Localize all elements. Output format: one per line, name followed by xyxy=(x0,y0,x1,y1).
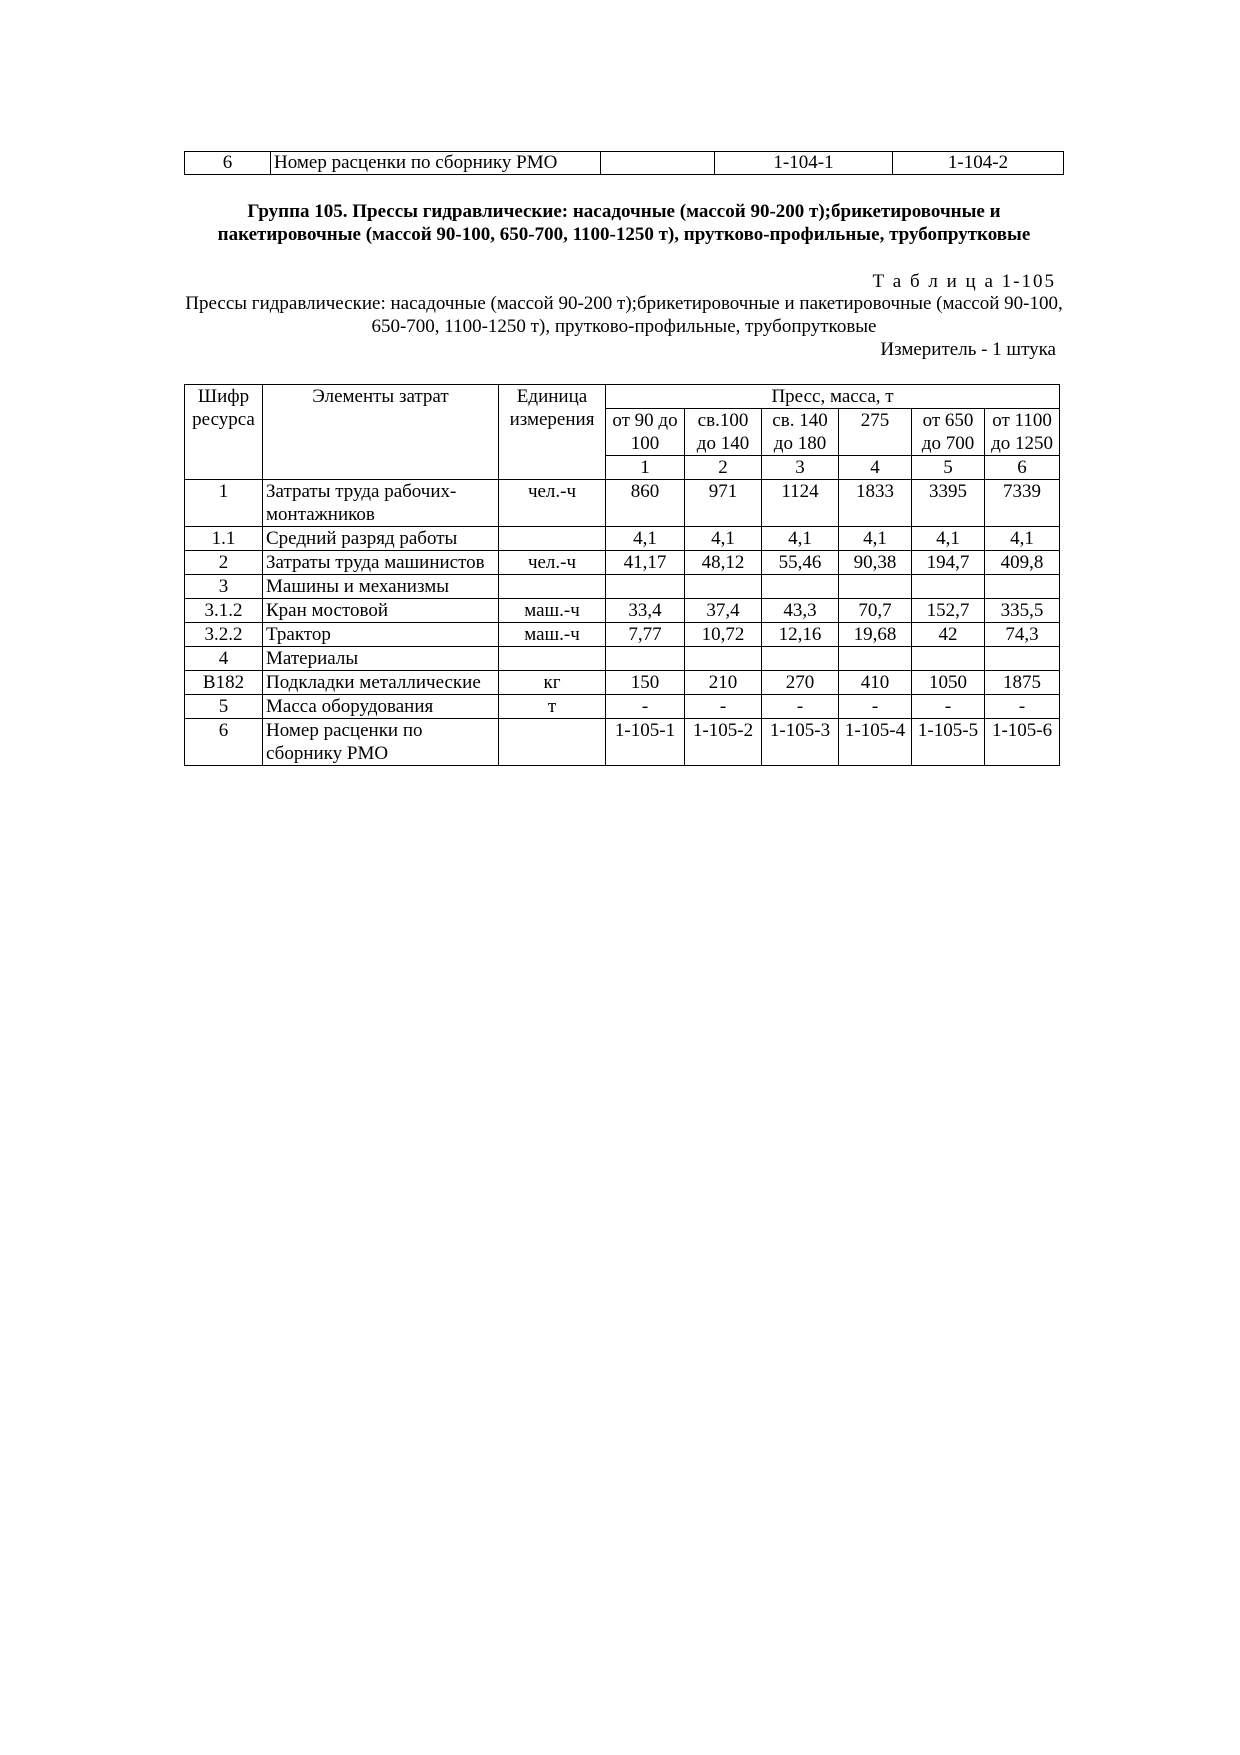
cell-element: Материалы xyxy=(263,647,499,671)
table-label: Т а б л и ц а 1-105 xyxy=(872,271,1056,292)
cell-element: Подкладки металлические xyxy=(263,671,499,695)
cell-value: 43,3 xyxy=(762,599,839,623)
column-number: 4 xyxy=(839,456,912,480)
cell-element: Трактор xyxy=(263,623,499,647)
measure-unit: Измеритель - 1 штука xyxy=(880,339,1056,360)
cell-unit: т xyxy=(499,695,606,719)
cell-value xyxy=(839,575,912,599)
cell-value: - xyxy=(762,695,839,719)
cost-table xyxy=(184,384,1060,766)
table-row xyxy=(185,647,1060,671)
cell-unit xyxy=(499,647,606,671)
cell-value xyxy=(985,575,1060,599)
cell-value: 1-105-1 xyxy=(606,719,685,766)
subheader-cell: св.100 до 140 xyxy=(685,409,762,456)
cell-value: 152,7 xyxy=(912,599,985,623)
cell-value: 1875 xyxy=(985,671,1060,695)
cell-value: 1050 xyxy=(912,671,985,695)
cell-code: 6 xyxy=(185,152,271,175)
cell-code: 1 xyxy=(185,480,263,527)
cell-element: Номер расценки по сборнику РМО xyxy=(271,152,601,175)
cell-code: 5 xyxy=(185,695,263,719)
group-title: Группа 105. Прессы гидравлические: насадочные (массой 90-200 т);брикетировочные и пакетировочные (массой 90-100, 650-700, 1100-1250 т), прутково-профильные, трубопрутковые xyxy=(217,201,1031,245)
cell-value: 41,17 xyxy=(606,551,685,575)
cell-value: 1-105-5 xyxy=(912,719,985,766)
cell-value: 270 xyxy=(762,671,839,695)
column-number: 6 xyxy=(985,456,1060,480)
cell-value: 70,7 xyxy=(839,599,912,623)
cell-value: 37,4 xyxy=(685,599,762,623)
cell-value: 12,16 xyxy=(762,623,839,647)
cell-value: 210 xyxy=(685,671,762,695)
cell-value: 7,77 xyxy=(606,623,685,647)
cell-value: - xyxy=(606,695,685,719)
cell-element: Масса оборудования xyxy=(263,695,499,719)
subheader-cell: от 650 до 700 xyxy=(912,409,985,456)
cell-code: 4 xyxy=(185,647,263,671)
previous-table-fragment xyxy=(184,151,1064,175)
cell-value: 90,38 xyxy=(839,551,912,575)
cell-value: 1124 xyxy=(762,480,839,527)
table-body xyxy=(185,480,1060,766)
cell-value: 971 xyxy=(685,480,762,527)
header-code: Шифр ресурса xyxy=(185,385,263,480)
cell-unit: маш.-ч xyxy=(499,623,606,647)
subheader-cell: 275 xyxy=(839,409,912,456)
cell-value: 1-105-4 xyxy=(839,719,912,766)
cell-value xyxy=(685,647,762,671)
cell-unit: чел.-ч xyxy=(499,480,606,527)
table-row xyxy=(185,623,1060,647)
cell-value: 4,1 xyxy=(606,527,685,551)
cell-value: 10,72 xyxy=(685,623,762,647)
column-number: 1 xyxy=(606,456,685,480)
cell-value: 4,1 xyxy=(839,527,912,551)
subheader-cell: св. 140 до 180 xyxy=(762,409,839,456)
cell-value: - xyxy=(912,695,985,719)
cell-value: 42 xyxy=(912,623,985,647)
header-unit: Единица измерения xyxy=(499,385,606,480)
cell-value: 1-105-6 xyxy=(985,719,1060,766)
cell-unit xyxy=(499,575,606,599)
header-group: Пресс, масса, т xyxy=(606,385,1060,409)
cell-value: 55,46 xyxy=(762,551,839,575)
cell-value: 1-104-2 xyxy=(893,152,1064,175)
cell-value: 1-105-2 xyxy=(685,719,762,766)
cell-value: 4,1 xyxy=(985,527,1060,551)
cell-code: 1.1 xyxy=(185,527,263,551)
cell-unit: чел.-ч xyxy=(499,551,606,575)
cell-value: 4,1 xyxy=(912,527,985,551)
cell-value: 4,1 xyxy=(762,527,839,551)
cell-value: 33,4 xyxy=(606,599,685,623)
cell-element: Средний разряд работы xyxy=(263,527,499,551)
cell-value xyxy=(762,575,839,599)
cell-value: 410 xyxy=(839,671,912,695)
subheader-cell: от 90 до 100 xyxy=(606,409,685,456)
table-row xyxy=(185,551,1060,575)
table-row xyxy=(185,480,1060,527)
cell-unit xyxy=(499,719,606,766)
cell-value: 409,8 xyxy=(985,551,1060,575)
cell-value: 74,3 xyxy=(985,623,1060,647)
cell-value xyxy=(606,647,685,671)
cell-element: Номер расценки по сборнику РМО xyxy=(263,719,499,766)
cell-value xyxy=(606,575,685,599)
table-caption: Прессы гидравлические: насадочные (массой 90-200 т);брикетировочные и пакетировочные (массой 90-100, 650-700, 1100-1250 т), прутково-профильные, трубопрутковые xyxy=(185,293,1063,337)
cell-value: - xyxy=(685,695,762,719)
column-number: 5 xyxy=(912,456,985,480)
cell-value: - xyxy=(839,695,912,719)
cell-value xyxy=(912,647,985,671)
cell-value: 19,68 xyxy=(839,623,912,647)
cell-code: 3 xyxy=(185,575,263,599)
cell-value xyxy=(762,647,839,671)
table-row xyxy=(185,719,1060,766)
cell-code: В182 xyxy=(185,671,263,695)
header-element: Элементы затрат xyxy=(263,385,499,480)
cell-value: 7339 xyxy=(985,480,1060,527)
cell-element: Затраты труда машинистов xyxy=(263,551,499,575)
cell-value: 860 xyxy=(606,480,685,527)
table-row xyxy=(185,671,1060,695)
cell-value: 3395 xyxy=(912,480,985,527)
column-number: 2 xyxy=(685,456,762,480)
cell-code: 2 xyxy=(185,551,263,575)
header-row xyxy=(185,385,1060,409)
cell-unit xyxy=(499,527,606,551)
cell-value: 48,12 xyxy=(685,551,762,575)
cell-value: 150 xyxy=(606,671,685,695)
table-row xyxy=(185,575,1060,599)
table-row xyxy=(185,695,1060,719)
cell-value: 1833 xyxy=(839,480,912,527)
table-row xyxy=(185,527,1060,551)
subheader-cell: от 1100 до 1250 xyxy=(985,409,1060,456)
cell-unit: маш.-ч xyxy=(499,599,606,623)
table-row xyxy=(185,599,1060,623)
cell-code: 6 xyxy=(185,719,263,766)
cell-element: Затраты труда рабочих-монтажников xyxy=(263,480,499,527)
cell-value: 1-104-1 xyxy=(715,152,893,175)
cell-value: 1-105-3 xyxy=(762,719,839,766)
cell-value: - xyxy=(985,695,1060,719)
cell-code: 3.2.2 xyxy=(185,623,263,647)
column-number: 3 xyxy=(762,456,839,480)
cell-value: 194,7 xyxy=(912,551,985,575)
cell-element: Кран мостовой xyxy=(263,599,499,623)
cell-unit xyxy=(601,152,715,175)
cell-value xyxy=(985,647,1060,671)
cell-element: Машины и механизмы xyxy=(263,575,499,599)
cell-unit: кг xyxy=(499,671,606,695)
cell-value xyxy=(839,647,912,671)
cell-code: 3.1.2 xyxy=(185,599,263,623)
table-row xyxy=(185,152,1064,175)
cell-value: 335,5 xyxy=(985,599,1060,623)
cell-value xyxy=(912,575,985,599)
cell-value xyxy=(685,575,762,599)
cell-value: 4,1 xyxy=(685,527,762,551)
